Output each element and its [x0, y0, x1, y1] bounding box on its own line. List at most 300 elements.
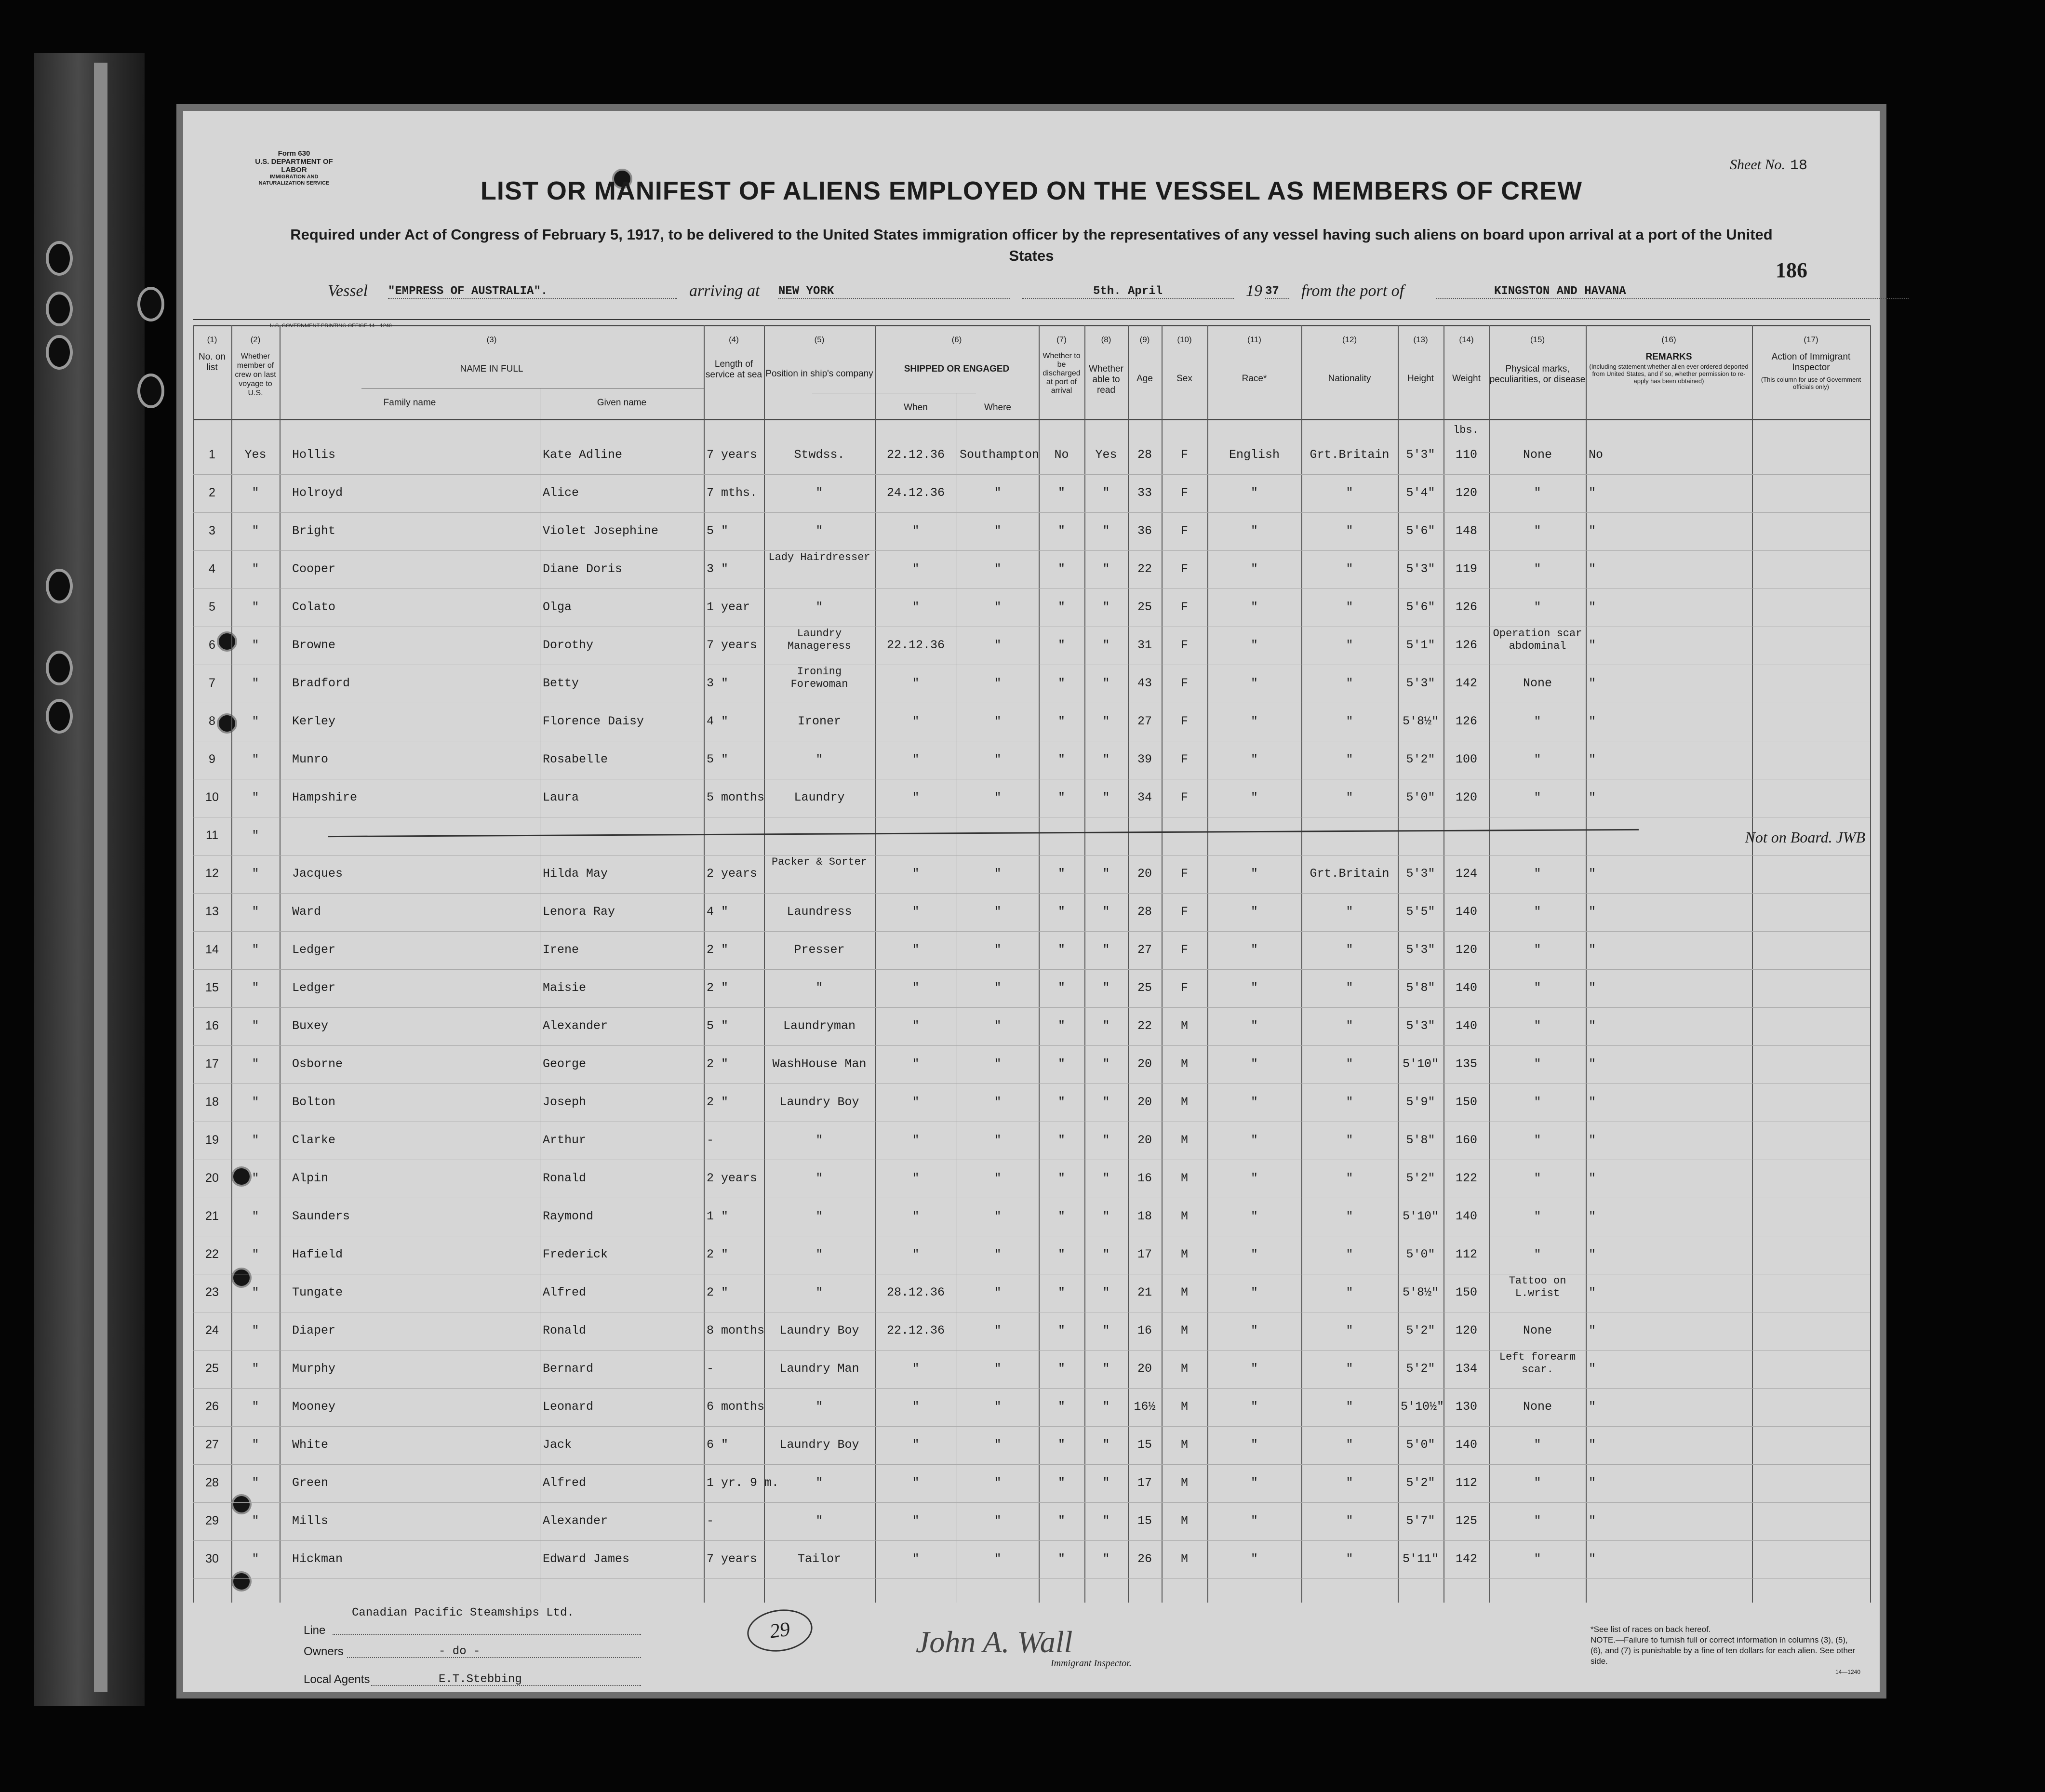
- cell-no: 23: [205, 1285, 219, 1299]
- cell-disch: ": [1057, 1514, 1065, 1528]
- cell-service: 7 years: [707, 1552, 758, 1566]
- cell-marks: ": [1534, 867, 1541, 881]
- cell-family: Colato: [292, 600, 336, 614]
- cell-position: Laundry Boy: [779, 1324, 859, 1337]
- row-rule: [193, 1350, 1870, 1351]
- agents-label: Local Agents: [304, 1673, 370, 1686]
- cell-read: ": [1102, 1514, 1110, 1528]
- binder-hole: [137, 374, 164, 408]
- cell-nat: ": [1346, 1171, 1353, 1185]
- cell-when: 22.12.36: [886, 1324, 945, 1337]
- cell-position: ": [815, 600, 823, 614]
- cell-marks: Tattoo on L.wrist: [1509, 1275, 1566, 1299]
- row-rule: [193, 1083, 1870, 1084]
- line-label: Line: [304, 1624, 326, 1637]
- cell-height: 5'9": [1406, 1095, 1435, 1109]
- cell-no: 27: [205, 1438, 219, 1451]
- cell-read: ": [1102, 1095, 1110, 1109]
- cell-where: ": [994, 1362, 1002, 1376]
- cell-age: 27: [1137, 714, 1152, 728]
- cell-position: Lady Hairdresser: [768, 551, 870, 563]
- cell-given: Maisie: [543, 981, 587, 995]
- cell-service: 1 yr. 9 m.: [707, 1476, 779, 1490]
- cell-read: ": [1102, 714, 1110, 728]
- cell-given: Ronald: [543, 1324, 587, 1337]
- cell-height: 5'5": [1406, 905, 1435, 919]
- cell-read: ": [1102, 790, 1110, 804]
- cell-prev: ": [252, 486, 259, 500]
- cell-position: Laundry Boy: [779, 1095, 859, 1109]
- cell-sex: M: [1180, 1476, 1188, 1490]
- cell-service: 5 ": [707, 752, 729, 766]
- cell-read: ": [1102, 1171, 1110, 1185]
- cell-where: ": [994, 1552, 1002, 1566]
- cell-remarks: ": [1589, 1171, 1596, 1185]
- header-rule: [193, 319, 1870, 320]
- cell-nat: ": [1346, 524, 1353, 538]
- cell-where: ": [994, 1095, 1002, 1109]
- cell-remarks: ": [1589, 562, 1596, 576]
- cell-read: ": [1102, 943, 1110, 957]
- cell-position: ": [815, 1133, 823, 1147]
- cell-weight: 134: [1455, 1362, 1477, 1376]
- cell-read: ": [1102, 562, 1110, 576]
- cell-height: 5'6": [1406, 600, 1435, 614]
- cell-read: ": [1102, 638, 1110, 652]
- cell-weight: 112: [1455, 1476, 1477, 1490]
- cell-family: Green: [292, 1476, 329, 1490]
- cell-remarks: ": [1589, 1057, 1596, 1071]
- cell-remarks: ": [1589, 638, 1596, 652]
- cell-disch: ": [1057, 676, 1065, 690]
- cell-position: ": [815, 981, 823, 995]
- cell-no: 28: [205, 1476, 219, 1489]
- cell-service: 2 ": [707, 1057, 729, 1071]
- cell-height: 5'0": [1406, 1247, 1435, 1261]
- cell-family: Jacques: [292, 867, 343, 881]
- cell-read: ": [1102, 981, 1110, 995]
- sheet-number: [1730, 157, 1807, 174]
- cell-sex: F: [1180, 752, 1188, 766]
- column-header-position: Position in ship's company: [765, 369, 873, 379]
- column-header-service: Length of service at sea: [705, 359, 762, 380]
- column-header-nationality: Nationality: [1328, 374, 1371, 384]
- column-number: (8): [1101, 335, 1111, 344]
- cell-prev: ": [252, 829, 259, 843]
- cell-prev: ": [252, 1514, 259, 1528]
- cell-age: 28: [1137, 905, 1152, 919]
- cell-marks: ": [1534, 790, 1541, 804]
- column-number: (3): [486, 335, 497, 344]
- cell-when: ": [912, 981, 920, 995]
- cell-given: Rosabelle: [543, 752, 608, 766]
- cell-given: Alfred: [543, 1285, 587, 1299]
- cell-no: 7: [209, 676, 215, 690]
- cell-nat: ": [1346, 1552, 1353, 1566]
- row-rule: [193, 969, 1870, 970]
- cell-weight: 120: [1455, 486, 1477, 500]
- column-header-inspector: Action of Immigrant Inspector: [1771, 352, 1851, 373]
- cell-when: ": [912, 1019, 920, 1033]
- cell-read: ": [1102, 1476, 1110, 1490]
- cell-service: 1 ": [707, 1209, 729, 1223]
- cell-height: 5'0": [1406, 790, 1435, 804]
- cell-disch: ": [1057, 1209, 1065, 1223]
- cell-no: 2: [209, 486, 215, 499]
- row-rule: [193, 893, 1870, 894]
- handwritten-number: 29: [745, 1605, 815, 1656]
- cell-no: 14: [205, 943, 219, 956]
- cell-sex: M: [1180, 1400, 1188, 1414]
- cell-remarks: ": [1589, 676, 1596, 690]
- cell-height: 5'3": [1406, 867, 1435, 881]
- cell-no: 15: [205, 981, 219, 994]
- cell-read: ": [1102, 1438, 1110, 1452]
- row-rule: [193, 512, 1870, 513]
- cell-given: Hilda May: [543, 867, 608, 881]
- cell-sex: F: [1180, 676, 1188, 690]
- cell-no: 20: [205, 1171, 219, 1185]
- row-rule: [193, 931, 1870, 932]
- cell-sex: F: [1180, 486, 1188, 500]
- column-header-prev-voyage: Whether member of crew on last voyage to U.S.: [235, 352, 276, 397]
- cell-age: 33: [1137, 486, 1152, 500]
- cell-where: ": [994, 562, 1002, 576]
- cell-nat: ": [1346, 1095, 1353, 1109]
- cell-remarks: ": [1589, 1133, 1596, 1147]
- cell-position: Laundry Manageress: [787, 628, 852, 652]
- column-number: (9): [1139, 335, 1150, 344]
- cell-sex: M: [1180, 1552, 1188, 1566]
- cell-read: ": [1102, 752, 1110, 766]
- cell-no: 12: [205, 867, 219, 880]
- cell-when: ": [912, 943, 920, 957]
- cell-age: 18: [1137, 1209, 1152, 1223]
- cell-family: Ledger: [292, 981, 336, 995]
- cell-prev: ": [252, 1133, 259, 1147]
- cell-marks: ": [1534, 1057, 1541, 1071]
- cell-height: 5'7": [1406, 1514, 1435, 1528]
- cell-remarks: ": [1589, 486, 1596, 500]
- remarks-note: (Including statement whether alien ever ordered deported from United States, and if so, whether permission to re-apply has been obtained): [1589, 363, 1749, 385]
- cell-height: 5'3": [1406, 562, 1435, 576]
- subhead-when: When: [904, 402, 928, 413]
- row-rule: [193, 1578, 1870, 1579]
- cell-prev: ": [252, 1247, 259, 1261]
- cell-family: Hampshire: [292, 790, 358, 804]
- cell-when: ": [912, 1057, 920, 1071]
- cell-weight: 140: [1455, 1438, 1477, 1452]
- footer-notes: [1591, 1624, 1860, 1677]
- cell-read: ": [1102, 1019, 1110, 1033]
- cell-sex: F: [1180, 905, 1188, 919]
- cell-where: ": [994, 1514, 1002, 1528]
- cell-prev: ": [252, 600, 259, 614]
- cell-disch: ": [1057, 562, 1065, 576]
- cell-weight: 112: [1455, 1247, 1477, 1261]
- cell-when: ": [912, 867, 920, 881]
- cell-service: 2 ": [707, 1247, 729, 1261]
- cell-family: Alpin: [292, 1171, 329, 1185]
- cell-disch: ": [1057, 981, 1065, 995]
- cell-position: ": [815, 1285, 823, 1299]
- binder-hole: [46, 569, 73, 603]
- row-rule: [193, 1007, 1870, 1008]
- row-rule: [193, 588, 1870, 589]
- cell-sex: F: [1180, 562, 1188, 576]
- cell-height: 5'0": [1406, 1438, 1435, 1452]
- cell-nat: ": [1346, 1133, 1353, 1147]
- cell-given: Lenora Ray: [543, 905, 615, 919]
- cell-remarks: ": [1589, 943, 1596, 957]
- print-code: 14—1240: [1835, 1669, 1860, 1675]
- cell-no: 16: [205, 1019, 219, 1032]
- cell-service: 7 years: [707, 448, 758, 462]
- cell-marks: ": [1534, 1247, 1541, 1261]
- cell-service: 1 year: [707, 600, 750, 614]
- cell-prev: ": [252, 790, 259, 804]
- table-top-rule: [193, 325, 1870, 326]
- cell-race: ": [1250, 1476, 1258, 1490]
- cell-age: 17: [1137, 1476, 1152, 1490]
- cell-when: ": [912, 1552, 920, 1566]
- cell-service: 2 ": [707, 1095, 729, 1109]
- cell-race: ": [1250, 1324, 1258, 1337]
- cell-prev: ": [252, 943, 259, 957]
- cell-where: ": [994, 867, 1002, 881]
- binder-strip: [94, 63, 107, 1692]
- cell-race: ": [1250, 1057, 1258, 1071]
- cell-given: Jack: [543, 1438, 572, 1452]
- cell-read: ": [1102, 1285, 1110, 1299]
- footer: [304, 1606, 737, 1694]
- cell-family: Bolton: [292, 1095, 336, 1109]
- cell-when: ": [912, 1400, 920, 1414]
- cell-age: 20: [1137, 1095, 1152, 1109]
- cell-prev: ": [252, 1057, 259, 1071]
- subhead-family: Family name: [383, 398, 436, 408]
- cell-when: ": [912, 1438, 920, 1452]
- cell-where: ": [994, 600, 1002, 614]
- cell-sex: F: [1180, 981, 1188, 995]
- cell-weight: 142: [1455, 676, 1477, 690]
- cell-service: 5 months: [707, 790, 765, 804]
- department-name: U.S. DEPARTMENT OF LABOR: [255, 158, 333, 174]
- cell-prev: ": [252, 1362, 259, 1376]
- column-rule: [1870, 325, 1871, 1603]
- cell-race: English: [1229, 448, 1280, 462]
- cell-height: 5'3": [1406, 1019, 1435, 1033]
- column-header-name: NAME IN FULL: [460, 364, 523, 374]
- arriving-label: arriving at: [689, 282, 760, 300]
- cell-age: 39: [1137, 752, 1152, 766]
- cell-weight: 150: [1455, 1095, 1477, 1109]
- cell-race: ": [1250, 1438, 1258, 1452]
- cell-marks: ": [1534, 1476, 1541, 1490]
- cell-sex: F: [1180, 638, 1188, 652]
- cell-read: ": [1102, 600, 1110, 614]
- cell-given: Laura: [543, 790, 579, 804]
- cell-where: ": [994, 714, 1002, 728]
- column-rule: [1162, 325, 1163, 1603]
- cell-where: ": [994, 1476, 1002, 1490]
- column-number: (6): [951, 335, 962, 344]
- cell-marks: None: [1523, 1324, 1552, 1337]
- cell-nat: ": [1346, 1476, 1353, 1490]
- cell-family: Cooper: [292, 562, 336, 576]
- cell-where: ": [994, 1438, 1002, 1452]
- column-rule: [1039, 325, 1040, 1603]
- cell-sex: F: [1180, 448, 1188, 462]
- cell-position: Ironer: [797, 714, 841, 728]
- vessel-label: Vessel: [328, 282, 368, 300]
- column-rule: [875, 325, 876, 1603]
- line-value: Canadian Pacific Steamships Ltd.: [352, 1606, 574, 1619]
- cell-height: 5'1": [1406, 638, 1435, 652]
- cell-remarks: No: [1589, 448, 1604, 462]
- cell-weight: 130: [1455, 1400, 1477, 1414]
- cell-no: 5: [209, 600, 215, 614]
- cell-marks: ": [1534, 1552, 1541, 1566]
- cell-family: Buxey: [292, 1019, 329, 1033]
- cell-service: 2 ": [707, 943, 729, 957]
- column-number: (13): [1413, 335, 1428, 344]
- column-rule: [1752, 325, 1753, 1603]
- cell-disch: ": [1057, 600, 1065, 614]
- cell-race: ": [1250, 981, 1258, 995]
- cell-weight: 140: [1455, 981, 1477, 995]
- cell-remarks: ": [1589, 752, 1596, 766]
- column-rule: [1084, 325, 1085, 1603]
- cell-disch: No: [1054, 448, 1069, 462]
- arrival-date: 5th. April: [1022, 285, 1234, 299]
- cell-family: Ward: [292, 905, 321, 919]
- line-dots: [333, 1634, 641, 1635]
- cell-family: Saunders: [292, 1209, 350, 1223]
- cell-service: 7 mths.: [707, 486, 758, 500]
- from-port: KINGSTON AND HAVANA: [1436, 285, 1909, 299]
- cell-marks: ": [1534, 1514, 1541, 1528]
- cell-height: 5'8": [1406, 981, 1435, 995]
- cell-weight: 140: [1455, 1019, 1477, 1033]
- cell-nat: ": [1346, 1438, 1353, 1452]
- cell-remarks: ": [1589, 1324, 1596, 1337]
- cell-weight: 120: [1455, 1324, 1477, 1337]
- agents-value: E.T.Stebbing: [439, 1673, 522, 1686]
- cell-service: 2 years: [707, 867, 758, 881]
- cell-prev: ": [252, 981, 259, 995]
- cell-sex: F: [1180, 867, 1188, 881]
- cell-marks: None: [1523, 676, 1552, 690]
- cell-where: ": [994, 524, 1002, 538]
- cell-no: 29: [205, 1514, 219, 1527]
- cell-when: ": [912, 562, 920, 576]
- cell-remarks: ": [1589, 1438, 1596, 1452]
- cell-race: ": [1250, 562, 1258, 576]
- cell-no: 4: [209, 562, 215, 575]
- year-suffix: 37: [1265, 285, 1289, 299]
- cell-when: ": [912, 1133, 920, 1147]
- cell-when: ": [912, 1362, 920, 1376]
- crew-table: [193, 325, 1870, 1603]
- cell-age: 25: [1137, 600, 1152, 614]
- cell-service: 3 ": [707, 676, 729, 690]
- vessel-name: "EMPRESS OF AUSTRALIA".: [388, 285, 677, 299]
- cell-marks: ": [1534, 1095, 1541, 1109]
- cell-no: 21: [205, 1209, 219, 1223]
- cell-read: ": [1102, 1552, 1110, 1566]
- cell-remarks: ": [1589, 600, 1596, 614]
- cell-sex: M: [1180, 1095, 1188, 1109]
- cell-position: ": [815, 1476, 823, 1490]
- binder-hole: [137, 287, 164, 321]
- service-name: IMMIGRATION AND NATURALIZATION SERVICE: [258, 174, 330, 186]
- cell-prev: ": [252, 1552, 259, 1566]
- cell-nat: ": [1346, 486, 1353, 500]
- cell-age: 25: [1137, 981, 1152, 995]
- cell-race: ": [1250, 1552, 1258, 1566]
- column-number: (17): [1804, 335, 1818, 344]
- column-number: (5): [814, 335, 825, 344]
- sheet-label: Sheet No.: [1730, 157, 1785, 173]
- cell-race: ": [1250, 676, 1258, 690]
- cell-position: Stwdss.: [794, 448, 845, 462]
- cell-service: -: [707, 1362, 714, 1376]
- cell-no: 25: [205, 1362, 219, 1375]
- cell-weight: 100: [1455, 752, 1477, 766]
- cell-service: 8 months: [707, 1324, 765, 1337]
- cell-age: 16½: [1134, 1400, 1156, 1414]
- column-rule: [193, 325, 194, 1603]
- cell-weight: 148: [1455, 524, 1477, 538]
- cell-family: Diaper: [292, 1324, 336, 1337]
- cell-nat: Grt.Britain: [1310, 867, 1390, 881]
- cell-height: 5'8½": [1402, 1285, 1439, 1299]
- cell-service: 4 ": [707, 905, 729, 919]
- cell-age: 20: [1137, 1133, 1152, 1147]
- cell-given: Raymond: [543, 1209, 594, 1223]
- row-rule: [193, 1426, 1870, 1427]
- cell-position: Laundry Man: [779, 1362, 859, 1376]
- owners-label: Owners: [304, 1645, 344, 1658]
- cell-service: 6 ": [707, 1438, 729, 1452]
- cell-marks: ": [1534, 486, 1541, 500]
- cell-race: ": [1250, 790, 1258, 804]
- cell-position: Laundry Boy: [779, 1438, 859, 1452]
- cell-sex: F: [1180, 790, 1188, 804]
- cell-sex: M: [1180, 1133, 1188, 1147]
- cell-read: ": [1102, 1362, 1110, 1376]
- cell-where: ": [994, 1247, 1002, 1261]
- cell-nat: ": [1346, 1285, 1353, 1299]
- cell-service: 2 ": [707, 1285, 729, 1299]
- cell-nat: ": [1346, 790, 1353, 804]
- column-rule: [1398, 325, 1399, 1603]
- cell-age: 34: [1137, 790, 1152, 804]
- cell-service: 5 ": [707, 1019, 729, 1033]
- cell-prev: ": [252, 905, 259, 919]
- cell-read: ": [1102, 1209, 1110, 1223]
- cell-weight: 126: [1455, 638, 1477, 652]
- cell-weight: 119: [1455, 562, 1477, 576]
- cell-age: 28: [1137, 448, 1152, 462]
- cell-nat: ": [1346, 1057, 1353, 1071]
- cell-read: ": [1102, 867, 1110, 881]
- cell-marks: ": [1534, 1171, 1541, 1185]
- cell-disch: ": [1057, 638, 1065, 652]
- row-rule: [193, 1388, 1870, 1389]
- cell-remarks: ": [1589, 981, 1596, 995]
